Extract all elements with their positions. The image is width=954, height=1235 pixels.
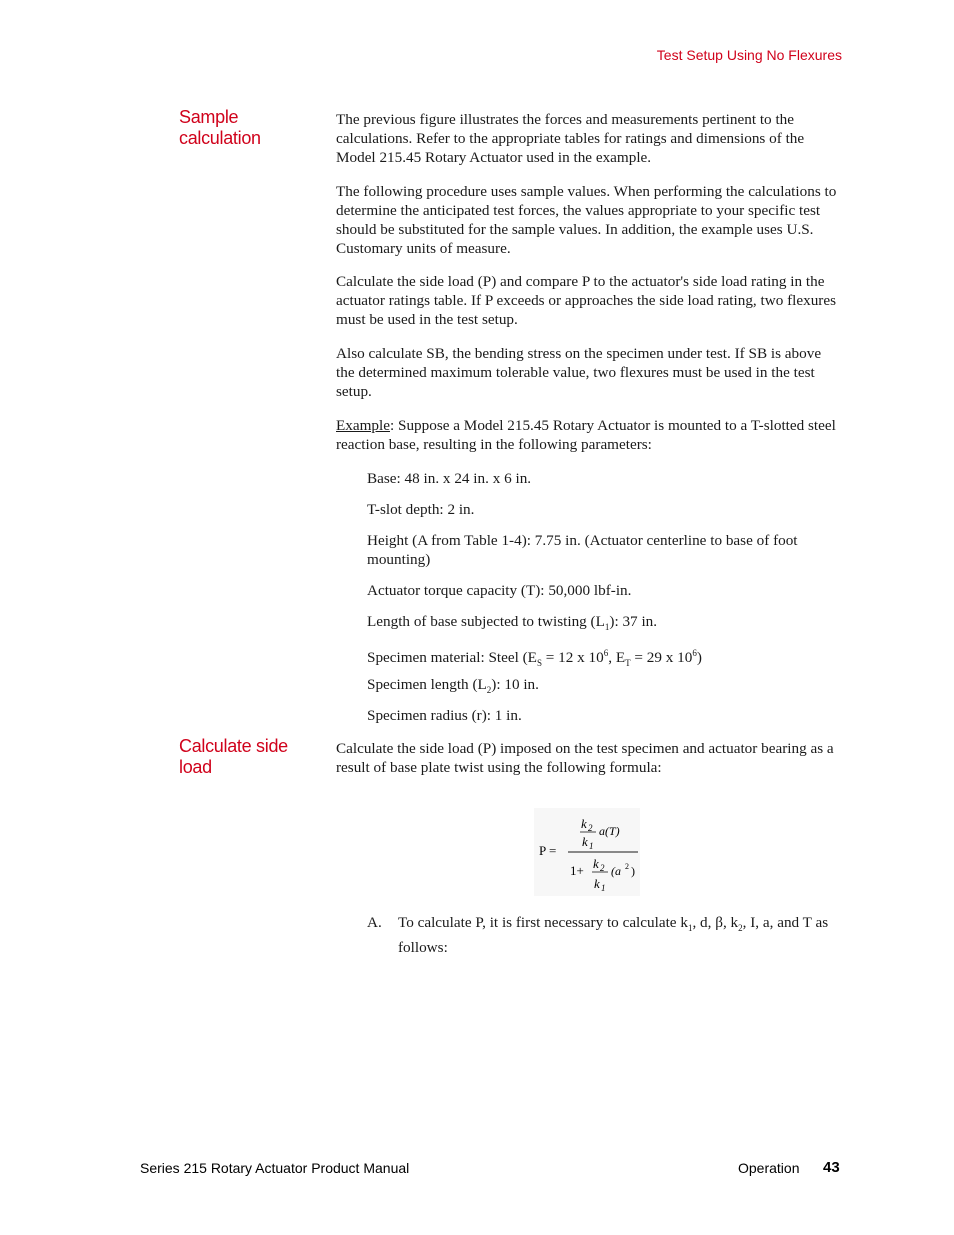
page-number: 43 xyxy=(823,1159,840,1176)
paragraph-example xyxy=(336,416,842,454)
svg-text:k: k xyxy=(593,856,599,871)
svg-text:1: 1 xyxy=(601,883,606,893)
step-text: To calculate P, it is first necessary to calculate $k_1$, d, β, $k_2$, I, a, and T as follows: xyxy=(398,914,829,957)
formula-lhs: P = xyxy=(539,843,557,858)
paragraph-bending-stress: Also calculate SB, the bending stress on the specimen under test. If SB is above the determined maximum tolerable value, two flexures must be used in the test setup. xyxy=(336,345,822,400)
svg-text:k: k xyxy=(581,816,587,831)
param-tslot: T-slot depth: 2 in. xyxy=(367,501,475,518)
example-text: : Suppose a Model 215.45 Rotary Actuator is mounted to a T-slotted steel reaction base, resulting in the following parameters: xyxy=(336,417,836,453)
param-material: Specimen material: Steel ($E_S = 12$ x $10^6$, $E_T = 29$ x $10^6$) xyxy=(367,648,702,669)
heading-calculate-side-load: Calculate side load xyxy=(179,736,288,777)
param-base: Base: 48 in. x 24 in. x 6 in. xyxy=(367,470,532,487)
heading-sample-calculation: Sample calculation xyxy=(179,107,261,148)
svg-text:2: 2 xyxy=(588,823,593,833)
example-label: Example xyxy=(336,417,390,434)
svg-text:2: 2 xyxy=(600,863,605,873)
param-base-length: Length of base subjected to twisting $(L_1)$: 37 in. xyxy=(367,613,658,633)
paragraph-intro: The previous figure illustrates the forces and measurements pertinent to the calculations. Refer to the appropriate tables for ratings and dimensions of the Model 215.45 Rotary Actuator used in the example. xyxy=(336,111,805,166)
paragraph-procedure: The following procedure uses sample values. When performing the calculations to determine the anticipated test forces, the values appropriate to your specific test should be substituted for the sample values. In addition, the example uses U.S. Customary units of measure. xyxy=(336,183,837,257)
svg-text:2: 2 xyxy=(625,862,629,871)
param-torque: Actuator torque capacity (T): 50,000 lbf-in. xyxy=(367,582,632,599)
footer-section-name: Operation xyxy=(738,1160,800,1176)
svg-text:a(T): a(T) xyxy=(599,824,620,838)
step-number: A. xyxy=(367,914,382,931)
param-height: Height (A from Table 1-4): 7.75 in. (Actuator centerline to base of foot mounting) xyxy=(367,532,798,568)
param-specimen-radius: Specimen radius (r): 1 in. xyxy=(367,707,522,724)
svg-text:(a: (a xyxy=(611,864,621,878)
svg-text:): ) xyxy=(631,864,635,878)
footer-manual-title: Series 215 Rotary Actuator Product Manual xyxy=(140,1160,410,1176)
side-load-formula xyxy=(534,808,640,896)
svg-text:k: k xyxy=(594,876,600,891)
param-specimen-length: Specimen length $(L_2)$: 10 in. xyxy=(367,676,539,696)
svg-text:1+: 1+ xyxy=(570,863,584,878)
paragraph-formula-intro: Calculate the side load (P) imposed on the test specimen and actuator bearing as a result of base plate twist using the following formula: xyxy=(336,740,834,776)
svg-text:k: k xyxy=(582,834,588,849)
paragraph-side-load: Calculate the side load (P) and compare P to the actuator's side load rating in the actuator ratings table. If P exceeds or approaches the side load rating, two flexures must be used in the test setup. xyxy=(336,273,837,328)
running-header: Test Setup Using No Flexures xyxy=(656,47,842,63)
svg-text:1: 1 xyxy=(589,841,594,851)
